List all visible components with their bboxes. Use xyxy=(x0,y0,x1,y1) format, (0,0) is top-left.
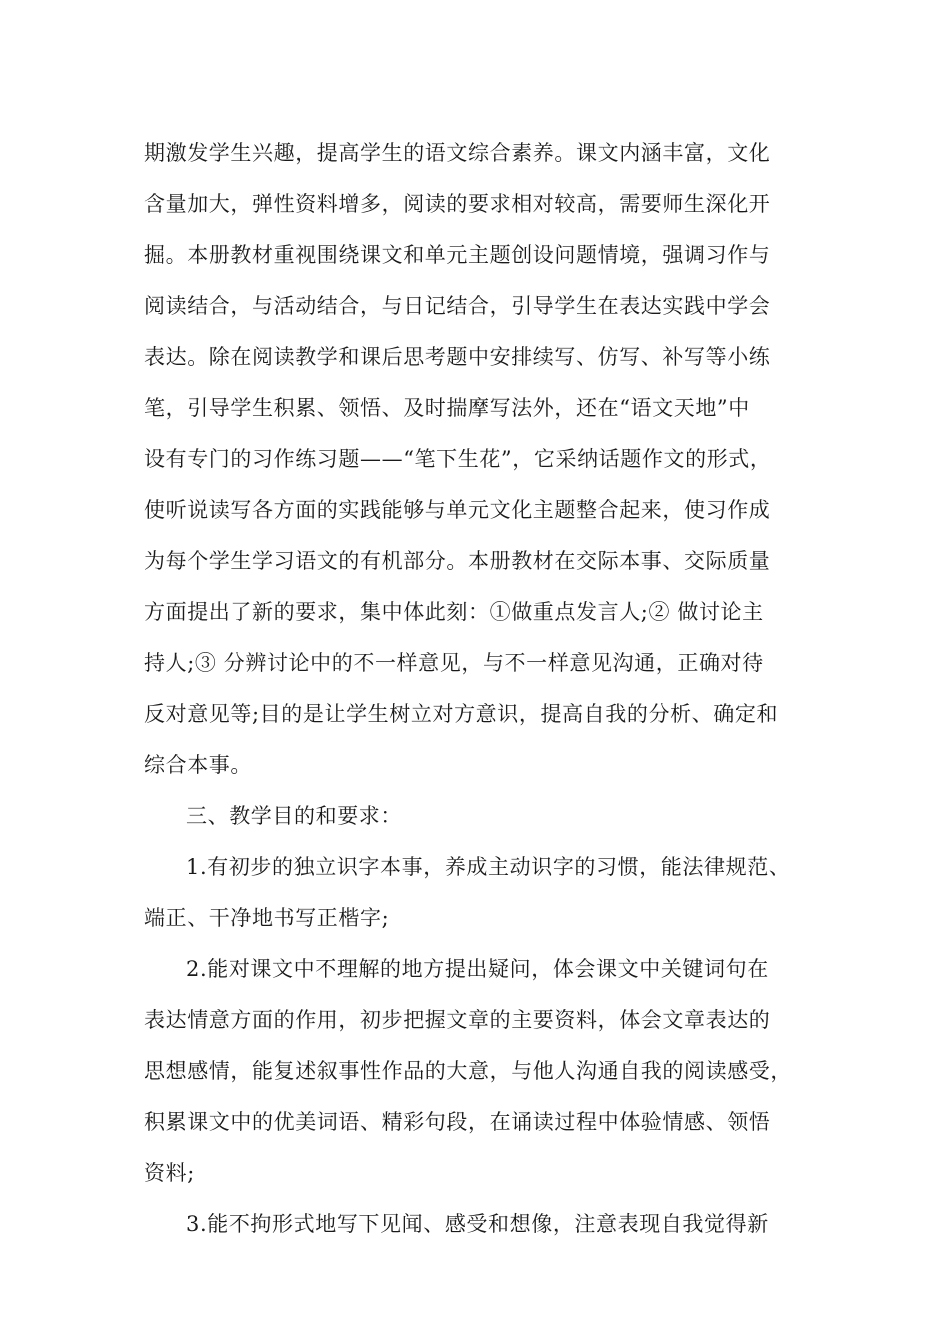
paragraph-line: 笔，引导学生积累、领悟、及时揣摩写法外，还在“语文天地”中 xyxy=(144,396,750,420)
section-heading: 三、教学目的和要求： xyxy=(186,804,402,828)
paragraph-line: 掘。本册教材重视围绕课文和单元主题创设问题情境，强调习作与 xyxy=(144,243,771,267)
list-item-line: 端正、干净地书写正楷字; xyxy=(144,906,390,930)
list-item-line: 2.能对课文中不理解的地方提出疑问，体会课文中关键词句在 xyxy=(186,957,769,981)
paragraph-line: 反对意见等;目的是让学生树立对方意识，提高自我的分析、确定和 xyxy=(144,702,779,726)
paragraph-line: 表达。除在阅读教学和课后思考题中安排续写、仿写、补写等小练 xyxy=(144,345,771,369)
list-item-line: 1.有初步的独立识字本事，养成主动识字的习惯，能法律规范、 xyxy=(186,855,791,879)
paragraph-line: 设有专门的习作练习题——“笔下生花”，它采纳话题作文的形式， xyxy=(144,447,772,471)
paragraph-line: 期激发学生兴趣，提高学生的语文综合素养。课文内涵丰富，文化 xyxy=(144,141,771,165)
paragraph-line: 阅读结合，与活动结合，与日记结合，引导学生在表达实践中学会 xyxy=(144,294,771,318)
paragraph-line: 含量加大，弹性资料增多，阅读的要求相对较高，需要师生深化开 xyxy=(144,192,771,216)
list-item-line: 积累课文中的优美词语、精彩句段，在诵读过程中体验情感、领悟 xyxy=(144,1110,771,1134)
list-item-line: 资料; xyxy=(144,1161,195,1185)
paragraph-line: 方面提出了新的要求，集中体此刻：①做重点发言人;② 做讨论主 xyxy=(144,600,764,624)
paragraph-line: 为每个学生学习语文的有机部分。本册教材在交际本事、交际质量 xyxy=(144,549,771,573)
paragraph-line: 综合本事。 xyxy=(144,753,252,777)
paragraph-line: 持人;③ 分辨讨论中的不一样意见，与不一样意见沟通，正确对待 xyxy=(144,651,764,675)
list-item-line: 表达情意方面的作用，初步把握文章的主要资料，体会文章表达的 xyxy=(144,1008,771,1032)
list-item-line: 3.能不拘形式地写下见闻、感受和想像，注意表现自我觉得新 xyxy=(186,1212,769,1236)
paragraph-line: 使听说读写各方面的实践能够与单元文化主题整合起来，使习作成 xyxy=(144,498,771,522)
list-item-line: 思想感情，能复述叙事性作品的大意，与他人沟通自我的阅读感受， xyxy=(144,1059,792,1083)
